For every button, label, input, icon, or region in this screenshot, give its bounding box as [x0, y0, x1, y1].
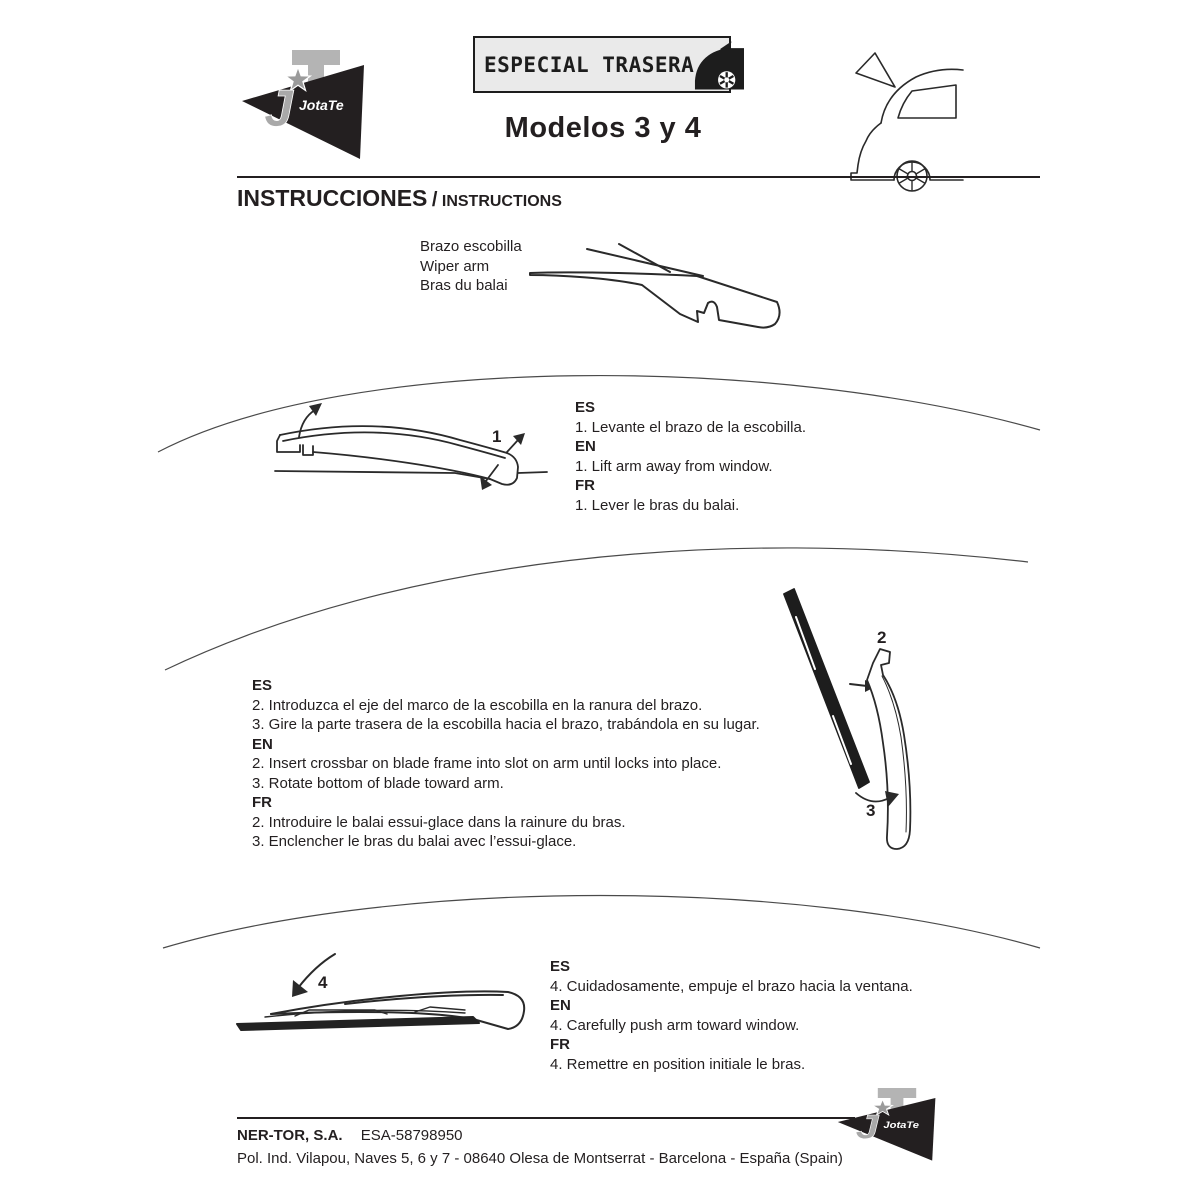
step-line: 1. Lift arm away from window.	[575, 457, 773, 475]
lang-label-es: ES	[575, 399, 596, 416]
header-divider	[237, 176, 1040, 178]
footer-divider	[237, 1117, 855, 1119]
lang-label-en: EN	[550, 997, 571, 1014]
footer-company-line	[237, 1127, 463, 1144]
lang-label-es: ES	[550, 958, 571, 975]
step4-figure	[225, 940, 545, 1040]
step23-text	[252, 676, 760, 852]
step-line: 3. Enclencher le bras du balai avec l’essui-glace.	[252, 833, 577, 850]
car-rear-figure	[848, 45, 963, 197]
step1-number: 1	[492, 427, 502, 446]
jotate-logo	[236, 47, 376, 182]
step-line: 4. Cuidadosamente, empuje el brazo hacia la ventana.	[550, 977, 913, 995]
badge-car-icon	[694, 39, 744, 90]
lang-label-fr: FR	[575, 477, 595, 494]
step1-text	[575, 398, 806, 515]
lang-label-en: EN	[252, 735, 273, 753]
blade-on-arm-shape	[237, 1017, 479, 1030]
step-line: 2. Insert crossbar on blade frame into slot on arm until locks into place.	[252, 755, 722, 772]
step-line: 3. Gire la parte trasera de la escobilla hacia el brazo, trabándola en su lugar.	[252, 716, 760, 733]
logo-brand-name: JotaTe	[299, 97, 344, 113]
step-line: 1. Levante el brazo de la escobilla.	[575, 418, 806, 436]
step-line: 4. Remettre en position initiale le bras.	[550, 1055, 806, 1073]
logo-j-letter: J	[855, 1107, 879, 1147]
instructions-heading	[237, 185, 562, 212]
company-code: ESA-58798950	[360, 1127, 463, 1144]
jotate-logo-footer	[833, 1086, 945, 1176]
wiper-arm-labels	[420, 237, 522, 296]
lang-label-en: EN	[575, 438, 596, 455]
wiper-arm-label-en: Wiper arm	[420, 257, 490, 275]
push-arrow-icon	[292, 980, 308, 997]
car-rear-window	[898, 85, 956, 118]
heading-secondary: INSTRUCTIONS	[441, 193, 562, 210]
badge-label: ESPECIAL TRASERA	[484, 52, 695, 77]
step-line: 3. Rotate bottom of blade toward arm.	[252, 774, 504, 792]
step-line: 1. Lever le bras du balai.	[575, 496, 740, 514]
step-line: 2. Introduire le balai essui-glace dans la rainure du bras.	[252, 813, 626, 831]
lang-label-fr: FR	[550, 1036, 570, 1053]
step1-figure	[255, 395, 555, 500]
step23-figure	[770, 585, 950, 865]
logo-j-letter: J	[264, 80, 293, 138]
wiper-arm-label-es: Brazo escobilla	[420, 238, 522, 255]
step3-number: 3	[866, 801, 876, 820]
wiper-arm-figure	[520, 235, 790, 335]
step4-number: 4	[318, 973, 328, 992]
company-name: NER-TOR, S.A.	[237, 1127, 343, 1144]
car-wiper-triangle	[856, 53, 895, 87]
heading-primary: INSTRUCCIONES	[237, 185, 428, 211]
logo-brand-name: JotaTe	[883, 1120, 920, 1131]
rear-special-badge	[473, 36, 731, 93]
footer-address: Pol. Ind. Vilapou, Naves 5, 6 y 7 - 08640 Olesa de Montserrat - Barcelona - España (Spain)	[237, 1150, 843, 1167]
step-line: 2. Introduzca el eje del marco de la escobilla en la ranura del brazo.	[252, 696, 703, 714]
step2-number: 2	[877, 628, 887, 647]
page-title: Modelos 3 y 4	[504, 112, 702, 144]
lang-label-es: ES	[252, 677, 273, 694]
wiper-arm-label-fr: Bras du balai	[420, 277, 508, 294]
lang-label-fr: FR	[252, 794, 272, 811]
step-line: 4. Carefully push arm toward window.	[550, 1016, 800, 1034]
heading-separator: /	[431, 189, 438, 211]
step4-text	[550, 957, 913, 1074]
